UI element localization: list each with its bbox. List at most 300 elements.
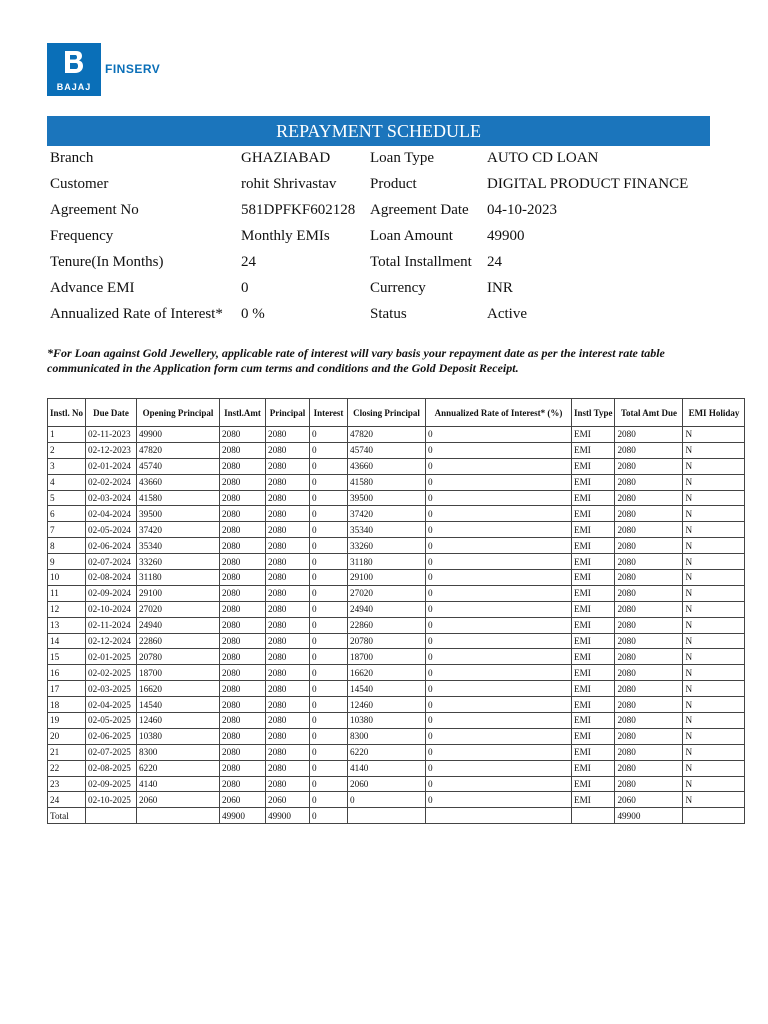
table-cell: 0	[310, 649, 348, 665]
page-title: REPAYMENT SCHEDULE	[47, 116, 710, 146]
total-cell	[572, 808, 615, 824]
table-cell: 2080	[220, 490, 266, 506]
table-cell: 12460	[137, 713, 220, 729]
table-cell: EMI	[572, 776, 615, 792]
table-cell: 02-05-2025	[86, 713, 137, 729]
table-cell: 0	[426, 585, 572, 601]
table-cell: EMI	[572, 554, 615, 570]
table-cell: N	[683, 490, 745, 506]
table-cell: 0	[310, 522, 348, 538]
info-label: Branch	[50, 150, 94, 166]
table-cell: 2080	[615, 490, 683, 506]
table-cell: 02-08-2024	[86, 570, 137, 586]
table-cell: 37420	[348, 506, 426, 522]
table-cell: 2080	[266, 554, 310, 570]
table-cell: 0	[426, 538, 572, 554]
table-cell: 0	[426, 601, 572, 617]
table-row	[48, 427, 745, 443]
table-cell: N	[683, 728, 745, 744]
table-cell: 2060	[615, 792, 683, 808]
table-cell: EMI	[572, 490, 615, 506]
table-cell: 02-11-2024	[86, 617, 137, 633]
table-cell: 18	[48, 697, 86, 713]
table-cell: 2080	[266, 474, 310, 490]
table-cell: 02-02-2025	[86, 665, 137, 681]
table-cell: 24	[48, 792, 86, 808]
table-cell: 0	[310, 554, 348, 570]
table-cell: 2080	[615, 554, 683, 570]
table-cell: EMI	[572, 585, 615, 601]
table-cell: 14	[48, 633, 86, 649]
table-cell: 2080	[220, 458, 266, 474]
table-cell: 0	[426, 633, 572, 649]
table-cell: 2080	[220, 427, 266, 443]
table-cell: 0	[310, 744, 348, 760]
table-cell: 0	[426, 506, 572, 522]
table-cell: 8300	[348, 728, 426, 744]
table-cell: 49900	[137, 427, 220, 443]
table-cell: 2080	[615, 713, 683, 729]
table-cell: 0	[426, 649, 572, 665]
table-cell: 11	[48, 585, 86, 601]
table-cell: 0	[310, 617, 348, 633]
table-cell: 0	[310, 570, 348, 586]
table-cell: 47820	[348, 427, 426, 443]
table-cell: 0	[310, 760, 348, 776]
table-cell: 0	[310, 506, 348, 522]
table-cell: 47820	[137, 442, 220, 458]
logo-suffix-text: FINSERV	[105, 62, 161, 76]
info-value: DIGITAL PRODUCT FINANCE	[487, 176, 689, 192]
table-cell: 0	[310, 665, 348, 681]
table-cell: 8	[48, 538, 86, 554]
table-header-row	[48, 399, 745, 427]
table-cell: EMI	[572, 744, 615, 760]
table-cell: 2080	[615, 681, 683, 697]
table-cell: EMI	[572, 728, 615, 744]
info-value: 04-10-2023	[487, 202, 557, 218]
table-cell: 02-01-2025	[86, 649, 137, 665]
table-cell: 2080	[266, 570, 310, 586]
table-cell: 4140	[348, 760, 426, 776]
table-cell: 16620	[137, 681, 220, 697]
table-cell: 2080	[615, 744, 683, 760]
total-cell	[348, 808, 426, 824]
table-row	[48, 554, 745, 570]
table-cell: 22	[48, 760, 86, 776]
table-cell: 10	[48, 570, 86, 586]
table-cell: 6220	[137, 760, 220, 776]
column-header: EMI Holiday	[683, 399, 745, 427]
table-cell: 2080	[220, 776, 266, 792]
table-cell: 2080	[220, 697, 266, 713]
table-cell: 2060	[137, 792, 220, 808]
table-cell: 2080	[615, 649, 683, 665]
table-cell: 0	[426, 554, 572, 570]
table-cell: 0	[310, 458, 348, 474]
table-cell: 2080	[220, 713, 266, 729]
table-cell: 0	[426, 728, 572, 744]
table-cell: 02-03-2025	[86, 681, 137, 697]
table-cell: 6	[48, 506, 86, 522]
table-cell: 0	[310, 490, 348, 506]
table-cell: 41580	[137, 490, 220, 506]
table-cell: 2080	[615, 728, 683, 744]
table-cell: N	[683, 776, 745, 792]
table-cell: 2080	[266, 617, 310, 633]
table-cell: 0	[310, 697, 348, 713]
table-cell: 18700	[137, 665, 220, 681]
table-cell: 02-07-2025	[86, 744, 137, 760]
table-cell: 5	[48, 490, 86, 506]
table-cell: 7	[48, 522, 86, 538]
table-cell: 2080	[266, 601, 310, 617]
table-cell: 02-03-2024	[86, 490, 137, 506]
table-cell: N	[683, 585, 745, 601]
table-row	[48, 713, 745, 729]
table-cell: 43660	[137, 474, 220, 490]
info-value: INR	[487, 280, 513, 296]
table-cell: 43660	[348, 458, 426, 474]
table-cell: 35340	[348, 522, 426, 538]
table-cell: 2080	[266, 633, 310, 649]
table-cell: N	[683, 713, 745, 729]
table-cell: 2080	[615, 760, 683, 776]
info-label: Customer	[50, 176, 109, 192]
table-cell: 2080	[220, 585, 266, 601]
total-cell	[426, 808, 572, 824]
table-cell: 2080	[615, 458, 683, 474]
table-cell: 14540	[348, 681, 426, 697]
info-label: Agreement No	[50, 202, 139, 218]
table-cell: 31180	[348, 554, 426, 570]
table-cell: 0	[426, 570, 572, 586]
table-cell: 39500	[348, 490, 426, 506]
table-cell: N	[683, 570, 745, 586]
table-cell: 0	[426, 617, 572, 633]
table-cell: 2080	[220, 442, 266, 458]
column-header: Interest	[310, 399, 348, 427]
table-cell: 2080	[220, 633, 266, 649]
table-cell: 4140	[137, 776, 220, 792]
table-cell: 02-06-2024	[86, 538, 137, 554]
table-row	[48, 633, 745, 649]
table-cell: 2060	[220, 792, 266, 808]
table-cell: 45740	[137, 458, 220, 474]
table-cell: 02-09-2024	[86, 585, 137, 601]
table-cell: 0	[426, 490, 572, 506]
table-cell: EMI	[572, 760, 615, 776]
info-value: 581DPFKF602128	[241, 202, 356, 218]
table-cell: 0	[310, 713, 348, 729]
table-cell: 2080	[220, 617, 266, 633]
table-cell: 33260	[348, 538, 426, 554]
table-row	[48, 458, 745, 474]
table-cell: 13	[48, 617, 86, 633]
table-cell: EMI	[572, 506, 615, 522]
table-cell: N	[683, 792, 745, 808]
table-cell: 2080	[615, 585, 683, 601]
column-header: Total Amt Due	[615, 399, 683, 427]
table-cell: N	[683, 633, 745, 649]
table-cell: 2080	[220, 522, 266, 538]
table-cell: 02-09-2025	[86, 776, 137, 792]
table-cell: 02-01-2024	[86, 458, 137, 474]
table-total-row	[48, 808, 745, 824]
table-cell: 0	[426, 697, 572, 713]
table-cell: 2080	[266, 442, 310, 458]
table-cell: 2080	[266, 713, 310, 729]
table-cell: 31180	[137, 570, 220, 586]
table-cell: 0	[310, 776, 348, 792]
column-header: Annualized Rate of Interest* (%)	[426, 399, 572, 427]
table-cell: 2080	[615, 665, 683, 681]
table-cell: N	[683, 665, 745, 681]
table-cell: 2080	[266, 522, 310, 538]
table-cell: EMI	[572, 713, 615, 729]
table-cell: 02-12-2023	[86, 442, 137, 458]
table-cell: EMI	[572, 665, 615, 681]
column-header: Instl.Amt	[220, 399, 266, 427]
table-cell: 8300	[137, 744, 220, 760]
table-cell: N	[683, 538, 745, 554]
table-cell: EMI	[572, 601, 615, 617]
table-cell: 2080	[266, 458, 310, 474]
column-header: Opening Principal	[137, 399, 220, 427]
table-row	[48, 522, 745, 538]
table-cell: 02-11-2023	[86, 427, 137, 443]
table-cell: 0	[426, 474, 572, 490]
table-cell: 02-05-2024	[86, 522, 137, 538]
table-cell: 2080	[266, 490, 310, 506]
info-label: Agreement Date	[370, 202, 469, 218]
table-row	[48, 585, 745, 601]
table-cell: EMI	[572, 458, 615, 474]
table-cell: 18700	[348, 649, 426, 665]
table-cell: 2080	[266, 649, 310, 665]
table-row	[48, 442, 745, 458]
table-cell: 02-12-2024	[86, 633, 137, 649]
total-cell: 49900	[615, 808, 683, 824]
table-cell: 0	[426, 442, 572, 458]
table-cell: 0	[426, 713, 572, 729]
logo-mark	[47, 43, 101, 96]
table-cell: 0	[426, 760, 572, 776]
total-cell: 49900	[220, 808, 266, 824]
info-value: Active	[487, 306, 527, 322]
table-cell: 0	[426, 681, 572, 697]
table-cell: 0	[310, 601, 348, 617]
table-cell: EMI	[572, 792, 615, 808]
table-cell: 2080	[220, 570, 266, 586]
table-cell: 0	[310, 427, 348, 443]
table-row	[48, 601, 745, 617]
info-value: rohit Shrivastav	[241, 176, 337, 192]
table-cell: EMI	[572, 522, 615, 538]
table-cell: 2080	[615, 522, 683, 538]
table-cell: 0	[310, 474, 348, 490]
table-cell: N	[683, 601, 745, 617]
table-cell: 20780	[137, 649, 220, 665]
table-cell: EMI	[572, 442, 615, 458]
total-cell	[137, 808, 220, 824]
table-row	[48, 728, 745, 744]
table-cell: 2080	[615, 474, 683, 490]
table-cell: 15	[48, 649, 86, 665]
table-row	[48, 665, 745, 681]
table-cell: EMI	[572, 649, 615, 665]
table-cell: 2080	[220, 649, 266, 665]
table-cell: EMI	[572, 474, 615, 490]
table-cell: 2080	[220, 506, 266, 522]
table-cell: 02-04-2025	[86, 697, 137, 713]
table-cell: 0	[310, 633, 348, 649]
info-label: Tenure(In Months)	[50, 254, 164, 270]
table-cell: 27020	[137, 601, 220, 617]
table-cell: N	[683, 760, 745, 776]
table-cell: 16620	[348, 665, 426, 681]
table-cell: 23	[48, 776, 86, 792]
table-row	[48, 538, 745, 554]
table-cell: EMI	[572, 633, 615, 649]
table-cell: 2	[48, 442, 86, 458]
info-label: Status	[370, 306, 407, 322]
table-cell: 2080	[615, 570, 683, 586]
b-logo-icon	[62, 49, 86, 75]
table-cell: 2080	[615, 633, 683, 649]
table-cell: 2080	[615, 442, 683, 458]
table-cell: 2080	[220, 474, 266, 490]
total-cell: 49900	[266, 808, 310, 824]
table-cell: 0	[426, 522, 572, 538]
table-cell: 2080	[266, 665, 310, 681]
table-cell: 16	[48, 665, 86, 681]
table-cell: 39500	[137, 506, 220, 522]
column-header: Instl. No	[48, 399, 86, 427]
table-cell: 2080	[220, 760, 266, 776]
table-row	[48, 506, 745, 522]
table-cell: 02-02-2024	[86, 474, 137, 490]
table-cell: N	[683, 649, 745, 665]
table-row	[48, 792, 745, 808]
table-cell: 20	[48, 728, 86, 744]
table-cell: 0	[426, 792, 572, 808]
table-cell: 2080	[615, 538, 683, 554]
info-label: Frequency	[50, 228, 114, 244]
info-value: Monthly EMIs	[241, 228, 330, 244]
table-cell: 2080	[266, 728, 310, 744]
table-cell: 0	[310, 585, 348, 601]
table-cell: 0	[426, 776, 572, 792]
table-cell: 0	[426, 744, 572, 760]
info-label: Total Installment	[370, 254, 472, 270]
table-cell: N	[683, 744, 745, 760]
table-cell: 33260	[137, 554, 220, 570]
table-cell: N	[683, 522, 745, 538]
info-label: Loan Type	[370, 150, 435, 166]
table-cell: 12	[48, 601, 86, 617]
table-cell: 45740	[348, 442, 426, 458]
table-cell: 2080	[266, 585, 310, 601]
table-cell: 2080	[615, 506, 683, 522]
info-value: 24	[487, 254, 502, 270]
table-row	[48, 617, 745, 633]
column-header: Instl Type	[572, 399, 615, 427]
table-cell: 02-06-2025	[86, 728, 137, 744]
table-cell: 35340	[137, 538, 220, 554]
table-cell: EMI	[572, 681, 615, 697]
info-value: GHAZIABAD	[241, 150, 331, 166]
table-cell: 02-10-2025	[86, 792, 137, 808]
table-cell: 21	[48, 744, 86, 760]
table-cell: 17	[48, 681, 86, 697]
table-cell: 2080	[615, 427, 683, 443]
table-row	[48, 570, 745, 586]
table-cell: 10380	[348, 713, 426, 729]
table-cell: 29100	[137, 585, 220, 601]
table-cell: 0	[348, 792, 426, 808]
total-cell	[86, 808, 137, 824]
table-row	[48, 474, 745, 490]
info-label: Product	[370, 176, 417, 192]
info-label: Currency	[370, 280, 426, 296]
table-cell: 27020	[348, 585, 426, 601]
table-cell: 02-04-2024	[86, 506, 137, 522]
table-cell: 02-08-2025	[86, 760, 137, 776]
table-cell: 14540	[137, 697, 220, 713]
table-cell: 2080	[266, 760, 310, 776]
table-cell: N	[683, 442, 745, 458]
total-cell	[683, 808, 745, 824]
table-cell: EMI	[572, 697, 615, 713]
info-label: Advance EMI	[50, 280, 135, 296]
table-row	[48, 760, 745, 776]
table-cell: N	[683, 474, 745, 490]
table-cell: 2080	[266, 506, 310, 522]
table-cell: EMI	[572, 617, 615, 633]
table-row	[48, 697, 745, 713]
table-cell: 29100	[348, 570, 426, 586]
table-cell: 2080	[220, 665, 266, 681]
total-cell: Total	[48, 808, 86, 824]
table-row	[48, 744, 745, 760]
table-cell: 2080	[266, 776, 310, 792]
table-cell: 0	[310, 728, 348, 744]
table-cell: 0	[310, 442, 348, 458]
table-cell: 24940	[348, 601, 426, 617]
table-cell: 0	[310, 538, 348, 554]
table-cell: 1	[48, 427, 86, 443]
gold-loan-note: *For Loan against Gold Jewellery, applicable rate of interest will vary basis your repayment date as per the interest rate table communicated in the Application form cum terms and conditions and the Gold Deposit Receipt.	[47, 346, 665, 375]
table-cell: N	[683, 427, 745, 443]
repayment-schedule-table	[47, 398, 745, 824]
info-label: Annualized Rate of Interest*	[50, 306, 223, 322]
table-cell: EMI	[572, 538, 615, 554]
table-cell: N	[683, 458, 745, 474]
table-cell: 2080	[615, 776, 683, 792]
table-cell: 22860	[137, 633, 220, 649]
table-cell: N	[683, 554, 745, 570]
table-cell: 24940	[137, 617, 220, 633]
table-cell: 0	[426, 458, 572, 474]
table-cell: 2080	[615, 617, 683, 633]
table-cell: 0	[426, 427, 572, 443]
column-header: Closing Principal	[348, 399, 426, 427]
table-cell: 2080	[615, 697, 683, 713]
table-row	[48, 649, 745, 665]
table-cell: 10380	[137, 728, 220, 744]
column-header: Due Date	[86, 399, 137, 427]
